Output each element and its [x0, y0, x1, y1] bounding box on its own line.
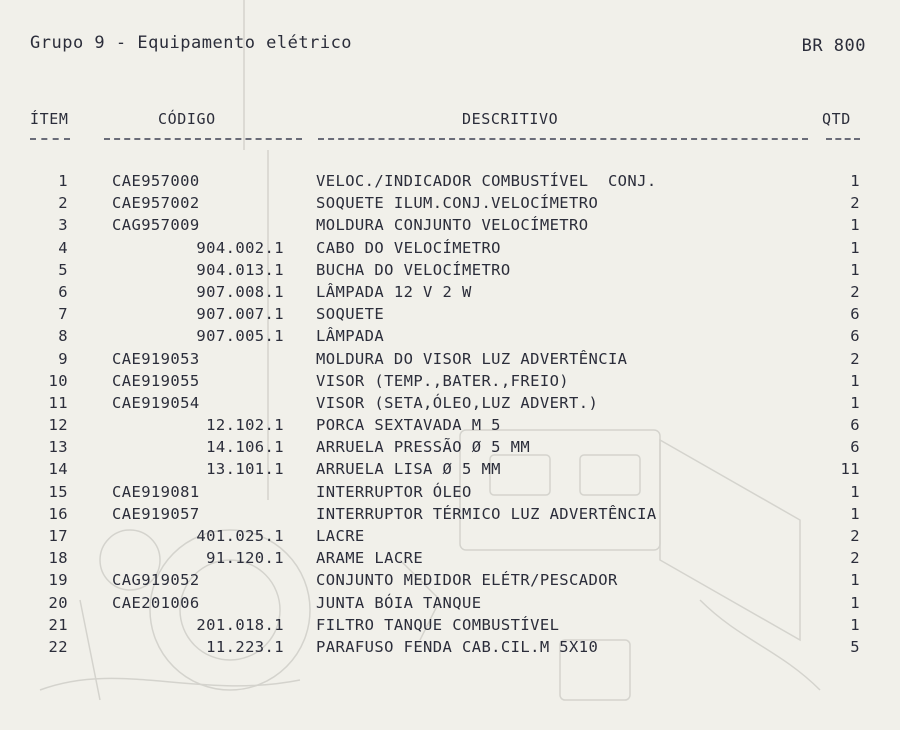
part-quantity: 1	[850, 172, 860, 190]
part-quantity: 1	[850, 238, 860, 257]
item-number: 17	[48, 527, 68, 545]
part-code: 401.025.1	[196, 527, 284, 545]
table-row	[0, 239, 900, 261]
table-row	[0, 505, 900, 527]
part-quantity: 1	[850, 504, 860, 523]
part-description: CONJUNTO MEDIDOR ELÉTR/PESCADOR	[316, 571, 618, 590]
part-code: 907.007.1	[196, 305, 284, 324]
table-row	[0, 527, 900, 549]
item-number: 21	[48, 615, 68, 634]
part-code: 11.223.1	[206, 637, 284, 656]
item-number: 7	[58, 305, 68, 324]
part-quantity: 5	[850, 637, 860, 656]
part-code: 907.008.1	[196, 282, 284, 301]
part-description: MOLDURA CONJUNTO VELOCÍMETRO	[316, 216, 589, 235]
model-label: BR 800	[801, 36, 866, 56]
table-row	[0, 283, 900, 305]
part-code: CAE919081	[112, 482, 200, 501]
part-quantity: 2	[850, 282, 860, 301]
item-number: 14	[48, 460, 68, 479]
part-quantity: 6	[850, 416, 860, 435]
column-header-description: DESCRITIVO	[462, 110, 559, 128]
divider-description	[318, 138, 808, 140]
item-number: 22	[48, 637, 68, 656]
part-quantity: 1	[850, 260, 860, 279]
part-quantity: 1	[850, 593, 860, 612]
part-code: CAG957009	[112, 216, 200, 235]
part-description: CABO DO VELOCÍMETRO	[316, 238, 501, 257]
table-row	[0, 638, 900, 660]
part-code: 12.102.1	[206, 416, 284, 435]
part-description: INTERRUPTOR TÉRMICO LUZ ADVERTÊNCIA	[316, 504, 657, 523]
table-row	[0, 438, 900, 460]
item-number: 9	[58, 349, 68, 368]
table-row	[0, 483, 900, 505]
item-number: 2	[58, 194, 68, 213]
divider-qty	[826, 138, 860, 140]
item-number: 16	[48, 504, 68, 523]
table-row	[0, 571, 900, 593]
part-code: CAG919052	[112, 571, 200, 590]
table-row	[0, 616, 900, 638]
part-quantity: 1	[850, 216, 860, 235]
part-description: PARAFUSO FENDA CAB.CIL.M 5X10	[316, 637, 599, 656]
table-row	[0, 594, 900, 616]
item-number: 15	[48, 482, 68, 501]
part-quantity: 6	[850, 327, 860, 346]
part-description: FILTRO TANQUE COMBUSTÍVEL	[316, 615, 560, 634]
part-description: ARRUELA LISA Ø 5 MM	[316, 460, 501, 479]
item-number: 3	[58, 216, 68, 235]
item-number: 6	[58, 282, 68, 301]
part-quantity: 6	[850, 305, 860, 324]
part-code: 201.018.1	[196, 615, 284, 634]
part-code: CAE957000	[112, 172, 200, 190]
part-quantity: 1	[850, 371, 860, 390]
part-quantity: 6	[850, 438, 860, 457]
part-code: 907.005.1	[196, 327, 284, 346]
part-quantity: 1	[850, 393, 860, 412]
part-code: 904.013.1	[196, 260, 284, 279]
table-row	[0, 172, 900, 194]
table-row	[0, 372, 900, 394]
table-row	[0, 350, 900, 372]
item-number: 13	[48, 438, 68, 457]
part-quantity: 2	[850, 527, 860, 545]
parts-table	[0, 172, 900, 660]
column-header-item: ÍTEM	[30, 110, 69, 128]
part-code: 13.101.1	[206, 460, 284, 479]
part-quantity: 11	[840, 460, 860, 479]
column-header-qty: QTD	[822, 110, 851, 128]
part-description: ARAME LACRE	[316, 549, 424, 568]
part-code: 91.120.1	[206, 549, 284, 568]
part-description: BUCHA DO VELOCÍMETRO	[316, 260, 511, 279]
item-number: 10	[48, 371, 68, 390]
table-row	[0, 549, 900, 571]
item-number: 5	[58, 260, 68, 279]
part-code: 14.106.1	[206, 438, 284, 457]
part-description: INTERRUPTOR ÓLEO	[316, 482, 472, 501]
item-number: 4	[58, 238, 68, 257]
item-number: 19	[48, 571, 68, 590]
item-number: 8	[58, 327, 68, 346]
group-title: Grupo 9 - Equipamento elétrico	[30, 33, 353, 53]
table-row	[0, 194, 900, 216]
part-description: LÂMPADA 12 V 2 W	[316, 282, 472, 301]
part-description: VISOR (TEMP.,BATER.,FREIO)	[316, 371, 570, 390]
part-code: CAE201006	[112, 593, 200, 612]
part-code: CAE957002	[112, 194, 200, 213]
item-number: 18	[48, 549, 68, 568]
part-code: CAE919054	[112, 393, 200, 412]
part-description: PORCA SEXTAVADA M 5	[316, 416, 501, 435]
part-description: MOLDURA DO VISOR LUZ ADVERTÊNCIA	[316, 349, 628, 368]
table-row	[0, 460, 900, 482]
part-description: VISOR (SETA,ÓLEO,LUZ ADVERT.)	[316, 393, 599, 412]
table-row	[0, 216, 900, 238]
part-description: SOQUETE ILUM.CONJ.VELOCÍMETRO	[316, 194, 599, 213]
part-quantity: 2	[850, 194, 860, 213]
part-code: CAE919057	[112, 504, 200, 523]
part-code: CAE919055	[112, 371, 200, 390]
part-quantity: 1	[850, 482, 860, 501]
table-row	[0, 305, 900, 327]
part-quantity: 1	[850, 571, 860, 590]
column-header-code: CÓDIGO	[158, 110, 216, 128]
part-description: JUNTA BÓIA TANQUE	[316, 593, 482, 612]
divider-code	[104, 138, 302, 140]
part-description: LACRE	[316, 527, 365, 545]
part-description: ARRUELA PRESSÃO Ø 5 MM	[316, 438, 531, 457]
item-number: 11	[48, 393, 68, 412]
part-quantity: 2	[850, 549, 860, 568]
table-row	[0, 327, 900, 349]
item-number: 20	[48, 593, 68, 612]
table-row	[0, 261, 900, 283]
table-row	[0, 394, 900, 416]
part-code: CAE919053	[112, 349, 200, 368]
part-description: VELOC./INDICADOR COMBUSTÍVEL CONJ.	[316, 172, 657, 190]
part-description: SOQUETE	[316, 305, 385, 324]
table-row	[0, 416, 900, 438]
item-number: 12	[48, 416, 68, 435]
part-quantity: 2	[850, 349, 860, 368]
item-number: 1	[58, 172, 68, 190]
divider-item	[30, 138, 70, 140]
part-description: LÂMPADA	[316, 327, 385, 346]
part-code: 904.002.1	[196, 238, 284, 257]
part-quantity: 1	[850, 615, 860, 634]
